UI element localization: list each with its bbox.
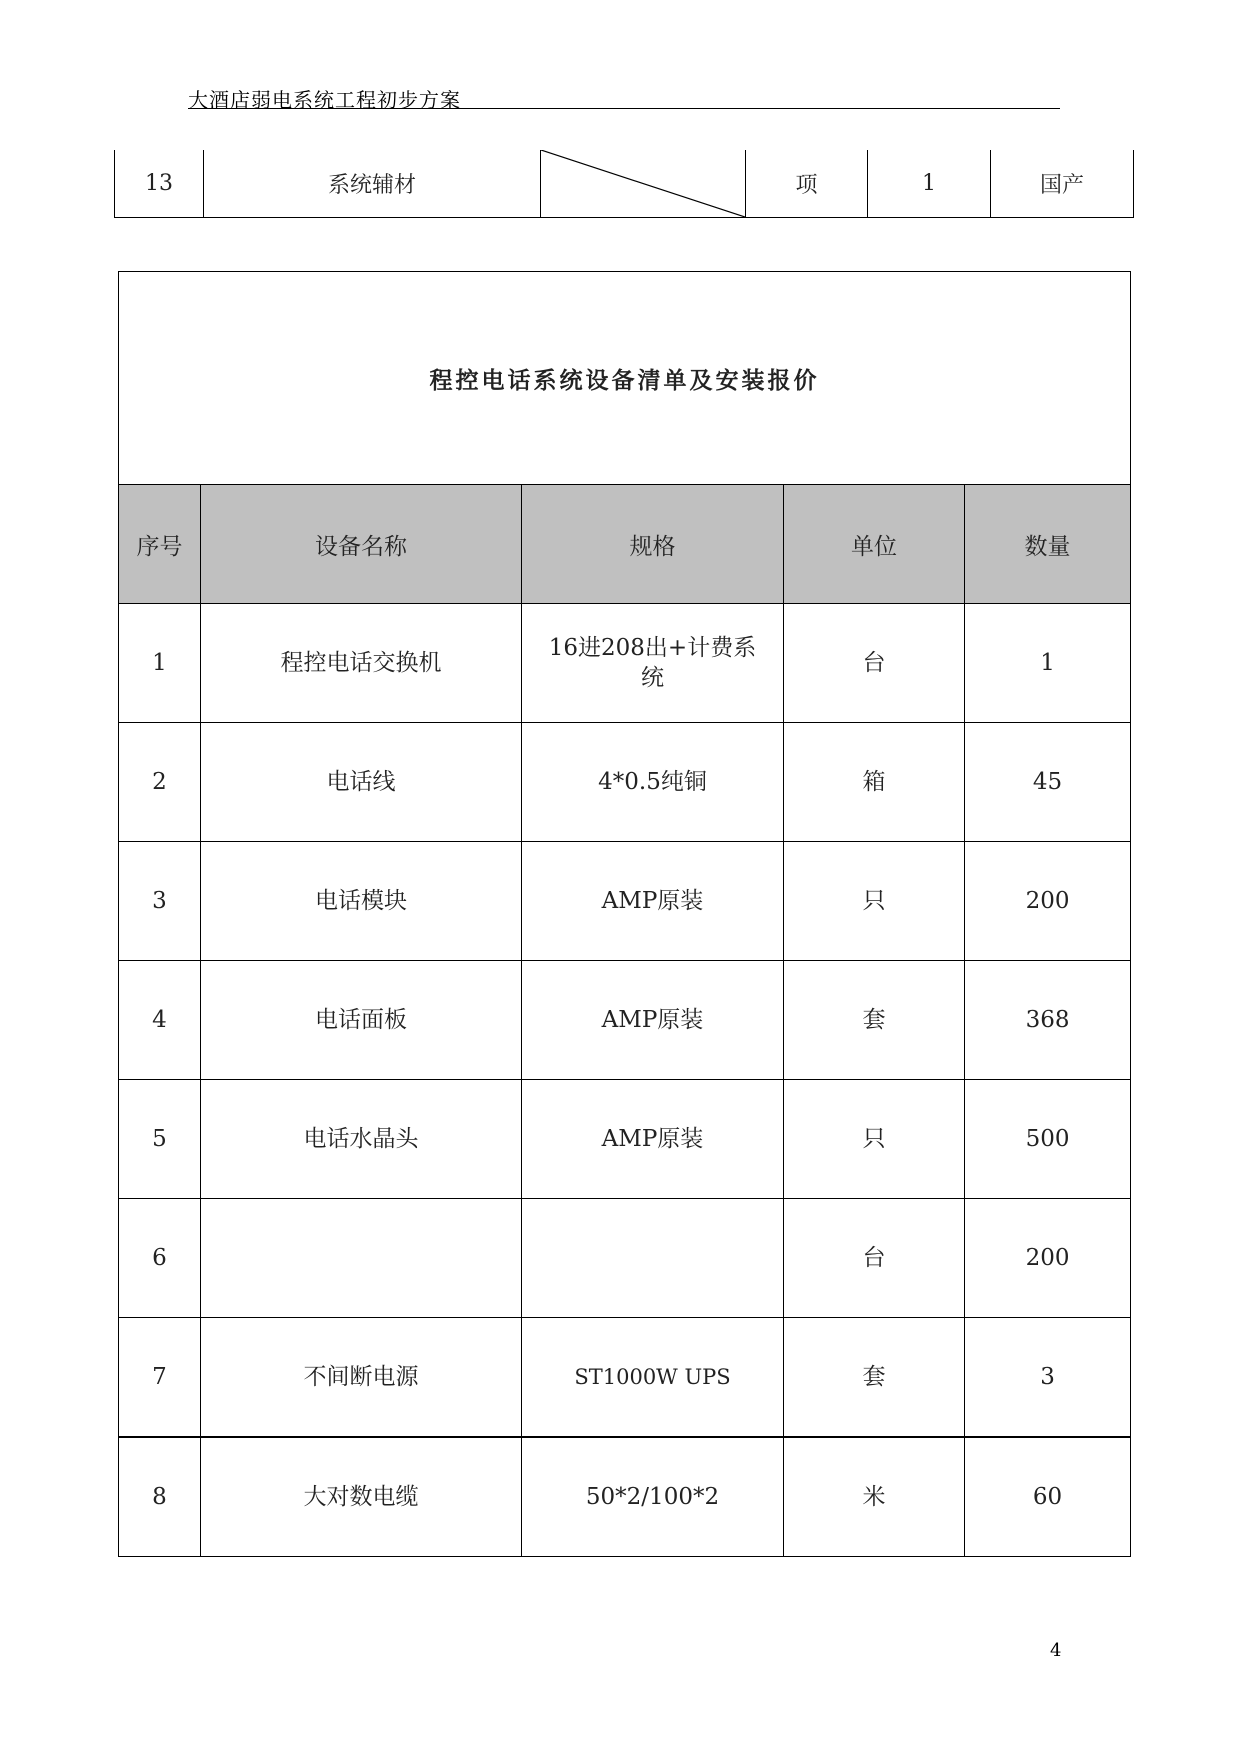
table-row xyxy=(119,961,1131,1080)
cell-qty: 200 xyxy=(965,842,1131,961)
cell-unit: 项 xyxy=(746,150,868,218)
cell-no: 6 xyxy=(119,1199,201,1318)
table-title: 程控电话系统设备清单及安装报价 xyxy=(119,272,1131,485)
cell-unit: 台 xyxy=(784,604,965,723)
cell-name: 不间断电源 xyxy=(201,1318,522,1438)
cell-spec xyxy=(522,1199,784,1318)
table-row xyxy=(119,1437,1131,1557)
cell-unit: 套 xyxy=(784,961,965,1080)
equipment-table xyxy=(118,271,1131,1557)
cell-no: 2 xyxy=(119,723,201,842)
table-row xyxy=(119,1318,1131,1438)
header-rule xyxy=(188,108,1060,109)
cell-unit: 只 xyxy=(784,842,965,961)
column-header: 单位 xyxy=(784,485,965,604)
page-header-title: 大酒店弱电系统工程初步方案 xyxy=(188,88,461,112)
cell-unit: 套 xyxy=(784,1318,965,1438)
cell-spec: 4*0.5纯铜 xyxy=(522,723,784,842)
cell-no: 8 xyxy=(119,1437,201,1557)
table-row xyxy=(119,723,1131,842)
cell-unit: 只 xyxy=(784,1080,965,1199)
table-row xyxy=(119,1080,1131,1199)
cell-name: 系统辅材 xyxy=(204,150,541,218)
cell-no: 5 xyxy=(119,1080,201,1199)
cell-no: 13 xyxy=(115,150,204,218)
cell-qty: 1 xyxy=(965,604,1131,723)
cell-unit: 箱 xyxy=(784,723,965,842)
cell-qty: 1 xyxy=(868,150,991,218)
cell-spec: 16进208出+计费系统 xyxy=(522,604,784,723)
cell-spec: AMP原装 xyxy=(522,961,784,1080)
cell-spec: ST1000W UPS xyxy=(522,1318,784,1438)
table-row xyxy=(119,1199,1131,1318)
cell-qty: 500 xyxy=(965,1080,1131,1199)
cell-origin: 国产 xyxy=(991,150,1134,218)
table-row xyxy=(119,604,1131,723)
cell-name: 大对数电缆 xyxy=(201,1437,522,1557)
table-row xyxy=(119,842,1131,961)
cell-spec-empty xyxy=(541,150,746,218)
cell-spec: 50*2/100*2 xyxy=(522,1437,784,1557)
table-row xyxy=(115,150,1134,218)
column-header: 序号 xyxy=(119,485,201,604)
cell-unit: 台 xyxy=(784,1199,965,1318)
cell-name: 电话模块 xyxy=(201,842,522,961)
cell-name: 电话线 xyxy=(201,723,522,842)
cell-no: 1 xyxy=(119,604,201,723)
cell-name: 电话水晶头 xyxy=(201,1080,522,1199)
cell-qty: 368 xyxy=(965,961,1131,1080)
cell-spec: AMP原装 xyxy=(522,842,784,961)
column-header: 数量 xyxy=(965,485,1131,604)
cell-spec: AMP原装 xyxy=(522,1080,784,1199)
cell-qty: 60 xyxy=(965,1437,1131,1557)
cell-name: 电话面板 xyxy=(201,961,522,1080)
cell-qty: 200 xyxy=(965,1199,1131,1318)
column-header: 设备名称 xyxy=(201,485,522,604)
continuation-table xyxy=(114,150,1134,218)
cell-name xyxy=(201,1199,522,1318)
table-header-row xyxy=(119,485,1131,604)
cell-qty: 45 xyxy=(965,723,1131,842)
column-header: 规格 xyxy=(522,485,784,604)
cell-qty: 3 xyxy=(965,1318,1131,1438)
page-number: 4 xyxy=(1050,1640,1062,1661)
cell-no: 3 xyxy=(119,842,201,961)
cell-name: 程控电话交换机 xyxy=(201,604,522,723)
cell-unit: 米 xyxy=(784,1437,965,1557)
diagonal-line xyxy=(541,150,745,217)
cell-no: 7 xyxy=(119,1318,201,1438)
cell-no: 4 xyxy=(119,961,201,1080)
